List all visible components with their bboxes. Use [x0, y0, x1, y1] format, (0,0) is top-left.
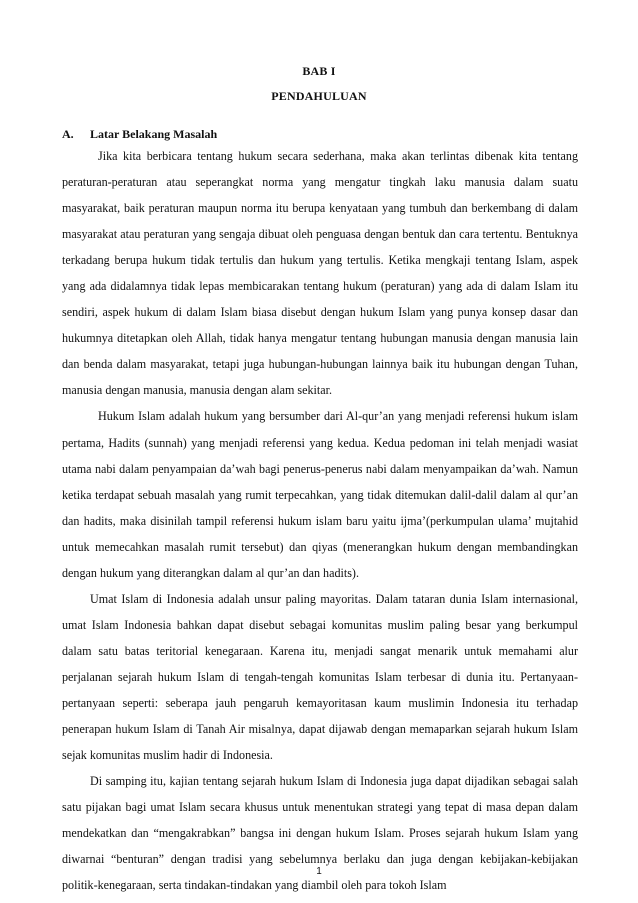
chapter-title: PENDAHULUAN [271, 89, 367, 103]
chapter-label: BAB I [302, 64, 336, 78]
section-heading [62, 127, 582, 142]
section-title: Latar Belakang Masalah [90, 127, 218, 141]
body-text [62, 143, 578, 898]
paragraph-4: Di samping itu, kajian tentang sejarah hukum Islam di Indonesia juga dapat dijadikan sebagai salah satu pijakan bagi umat Islam secara khusus untuk menentukan strategi yang tepat di masa depan dalam mendekatkan dan “mengakrabkan” bangsa ini dengan hukum Islam. Proses sejarah hukum Islam yang diwarnai “benturan” dengan tradisi yang sebelumnya berlaku dan juga dengan kebijakan-kebijakan politik-kenegaraan, serta tindakan-tindakan yang diambil oleh para tokoh Islam [62, 774, 578, 893]
paragraph-2: Hukum Islam adalah hukum yang bersumber dari Al-qur’an yang menjadi referensi hukum islam pertama, Hadits (sunnah) yang menjadi referensi yang kedua. Kedua pedoman ini telah menjadi wasiat utama nabi dalam penyampaian da’wah bagi penerus-penerus nabi dalam menyampaikan da’wah. Namun ketika terdapat sebuah masalah yang rumit terpecahkan, yang tidak ditemukan dalil-dalil dalam al qur’an dan hadits, maka disinilah tampil referensi hukum islam baru yaitu ijma’(perkumpulan ulama’ mujtahid untuk memecahkan masalah rumit tersebut) dan qiyas (menerangkan hukum dengan membandingkan dengan hukum yang diterangkan dalam al qur’an dan hadits). [62, 409, 578, 580]
section-number: A. [62, 127, 74, 141]
paragraph-3: Umat Islam di Indonesia adalah unsur paling mayoritas. Dalam tataran dunia Islam internasional, umat Islam Indonesia bahkan dapat disebut sebagai komunitas muslim paling besar yang berkumpul dalam satu batas teritorial kenegaraan. Karena itu, menjadi sangat menarik untuk memahami alur perjalanan sejarah hukum Islam di tengah-tengah komunitas Islam terbesar di dunia itu. Pertanyaan-pertanyaan seperti: seberapa jauh pengaruh kemayoritasan kaum muslimin Indonesia itu terhadap penerapan hukum Islam di Tanah Air misalnya, dapat dijawab dengan memaparkan sejarah hukum Islam sejak komunitas muslim hadir di Indonesia. [62, 591, 578, 763]
paragraph-1: Jika kita berbicara tentang hukum secara sederhana, maka akan terlintas dibenak kita tentang peraturan-peraturan atau seperangkat norma yang mengatur tingkah laku manusia dalam suatu masyarakat, baik peraturan maupun norma itu berupa kenyataan yang tumbuh dan berkembang di dalam masyarakat atau peraturan yang sengaja dibuat oleh penguasa dengan bentuk dan cara tertentu. Bentuknya terkadang berupa hukum tidak tertulis dan hukum yang tertulis. Ketika mengkaji tentang Islam, aspek yang ada didalamnya tidak lepas membicarakan tentang hukum (peraturan) yang ada di dalam Islam itu sendiri, aspek hukum di dalam Islam biasa disebut dengan hukum Islam yang punya konsep dasar dan hukumnya ditetapkan oleh Allah, tidak hanya mengatur tentang hubungan manusia dengan manusia lain dan benda dalam masyarakat, tetapi juga hubungan-hubungan lainnya baik itu hubungan dengan Tuhan, manusia dengan manusia, manusia dengan alam sekitar. [62, 149, 578, 398]
page-number: 1 [316, 866, 322, 877]
